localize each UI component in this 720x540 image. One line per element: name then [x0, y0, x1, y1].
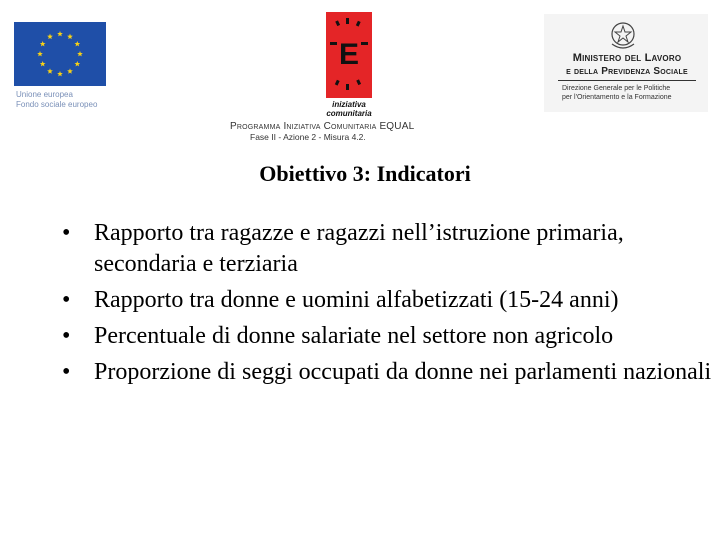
bullet-text: Rapporto tra donne e uomini alfabetizzati (15-24 anni)	[94, 287, 619, 313]
equal-caption-line-1: iniziativa	[332, 100, 366, 109]
equal-caption-line-2: comunitaria	[326, 109, 372, 118]
program-subtitle: Fase II - Azione 2 - Misura 4.2.	[250, 132, 366, 142]
eu-star-icon	[57, 31, 63, 36]
eu-star-icon	[37, 51, 43, 56]
ministero-subtitle-line-2: per l'Orientamento e la Formazione	[562, 94, 672, 101]
eu-star-icon	[77, 51, 83, 56]
bullet-item	[62, 357, 712, 388]
program-header	[230, 121, 414, 142]
eu-star-icon	[47, 34, 53, 39]
bullet-dot-icon: •	[62, 359, 71, 385]
bullet-dot-icon: •	[62, 323, 71, 349]
bullet-item	[62, 321, 712, 352]
ministero-name-line-2: e della Previdenza Sociale	[566, 66, 688, 77]
eu-flag-icon	[14, 22, 106, 86]
eu-logo	[14, 22, 106, 122]
bullet-dot-icon: •	[62, 287, 71, 313]
eu-star-icon	[67, 34, 73, 39]
ministero-subtitle	[562, 84, 702, 102]
bullet-item	[62, 218, 712, 280]
equal-letter: E	[338, 38, 359, 71]
eu-star-icon	[47, 68, 53, 73]
ministero-divider	[558, 80, 696, 81]
ministero-name	[550, 52, 704, 78]
eu-star-icon	[57, 71, 63, 76]
slide-title: Obiettivo 3: Indicatori	[259, 161, 471, 186]
equal-caption	[322, 100, 376, 118]
program-title: Programma Iniziativa Comunitaria EQUAL	[230, 121, 415, 132]
bullet-list	[62, 218, 712, 393]
ministero-logo	[544, 14, 708, 112]
bullet-item	[62, 285, 712, 316]
equal-logo	[318, 10, 378, 120]
bullet-text: Percentuale di donne salariate nel settore non agricolo	[94, 323, 614, 349]
eu-star-icon	[67, 68, 73, 73]
eu-caption-line-1: Unione europea	[16, 90, 73, 99]
ministero-subtitle-line-1: Direzione Generale per le Politiche	[562, 85, 671, 92]
bullet-text: Proporzione di seggi occupati da donne nei parlamenti nazionali	[94, 359, 712, 385]
eu-star-icon	[74, 41, 80, 46]
bullet-dot-icon: •	[62, 220, 71, 246]
eu-caption-line-2: Fondo sociale europeo	[16, 100, 98, 109]
ministero-name-line-1: Ministero del Lavoro	[572, 52, 682, 64]
republic-emblem-icon	[608, 18, 638, 52]
eu-star-icon	[40, 61, 46, 66]
eu-star-icon	[40, 41, 46, 46]
bullet-text: Rapporto tra ragazze e ragazzi nell’istruzione primaria, secondaria e terziaria	[94, 220, 624, 277]
eu-star-icon	[74, 61, 80, 66]
eu-caption	[16, 90, 97, 110]
